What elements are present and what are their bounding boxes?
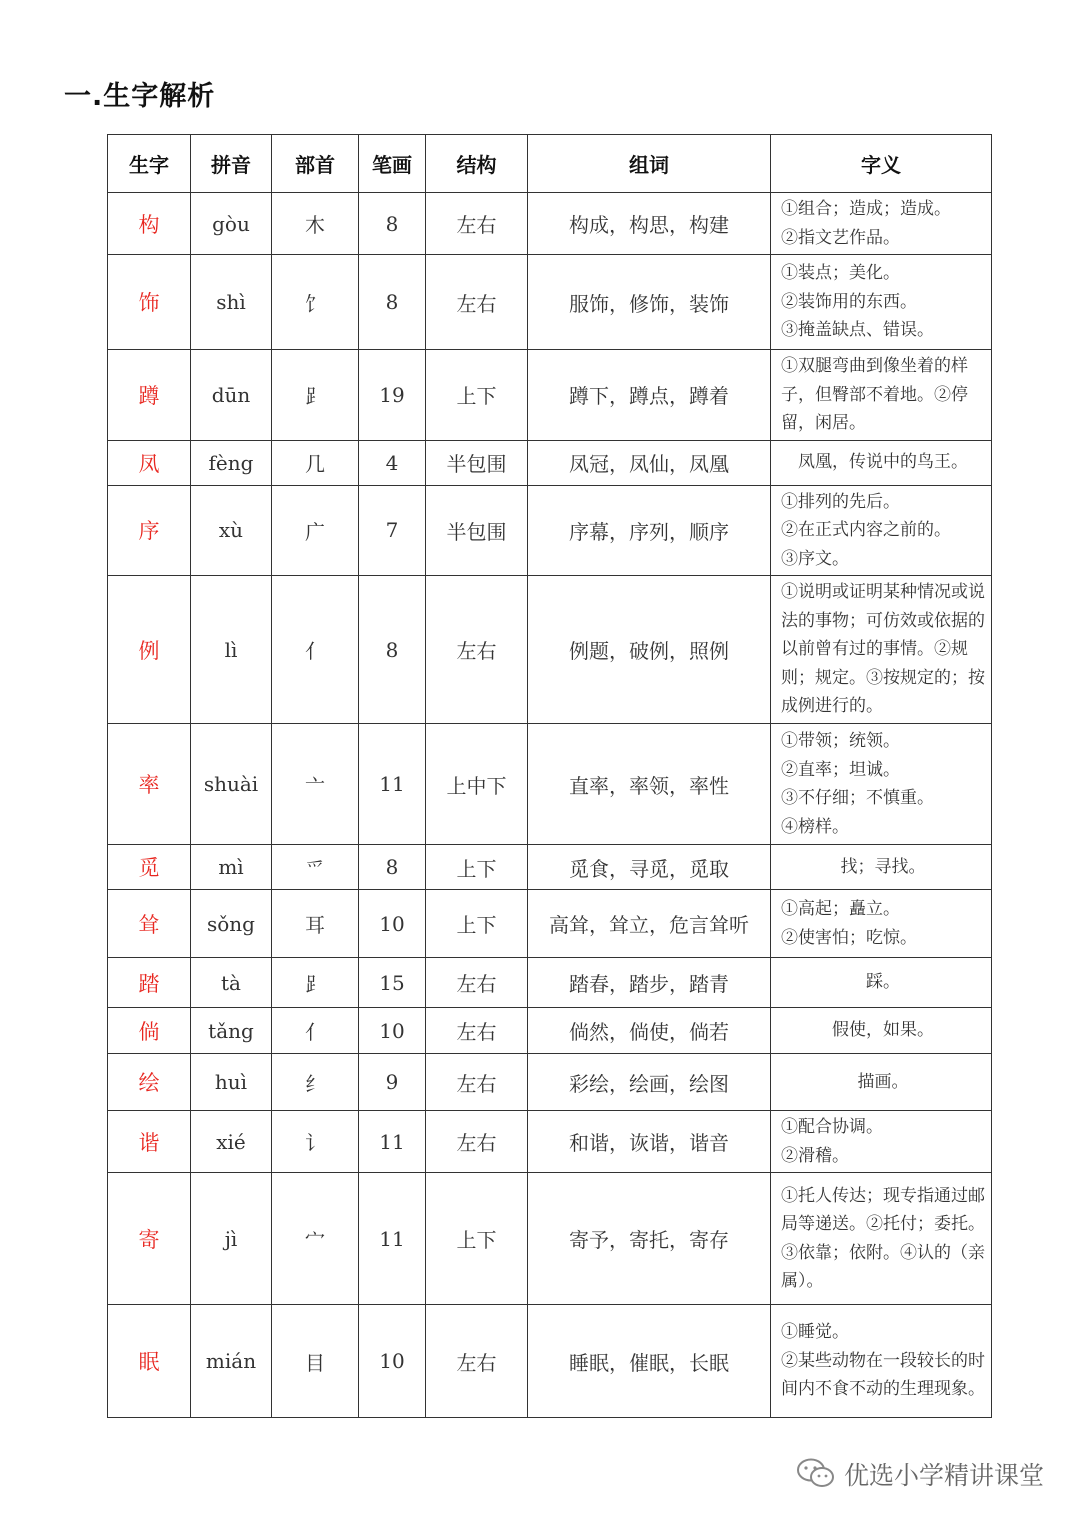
table-row: [108, 1008, 992, 1054]
header-strokes: 笔画: [359, 135, 426, 193]
cell-strokes: 10: [359, 890, 426, 958]
header-words: 组词: [528, 135, 771, 193]
cell-char: 谐: [108, 1111, 191, 1173]
cell-meaning: ①配合协调。 ②滑稽。: [771, 1111, 992, 1173]
table-row: [108, 958, 992, 1008]
cell-pinyin: xié: [191, 1111, 272, 1173]
cell-words: 高耸，耸立，危言耸听: [528, 890, 771, 958]
cell-radical: 广: [272, 485, 359, 576]
cell-words: 例题，破例，照例: [528, 576, 771, 724]
cell-strokes: 11: [359, 1111, 426, 1173]
cell-char: 凤: [108, 440, 191, 485]
table-row: [108, 1111, 992, 1173]
cell-char: 寄: [108, 1173, 191, 1305]
cell-structure: 上下: [426, 1173, 528, 1305]
cell-structure: 半包围: [426, 485, 528, 576]
cell-structure: 左右: [426, 1111, 528, 1173]
cell-radical: 几: [272, 440, 359, 485]
cell-radical: 亻: [272, 576, 359, 724]
cell-structure: 左右: [426, 193, 528, 255]
table-row: [108, 440, 992, 485]
cell-strokes: 9: [359, 1054, 426, 1111]
cell-radical: 亻: [272, 1008, 359, 1054]
cell-radical: 亠: [272, 724, 359, 845]
table-row: [108, 576, 992, 724]
table-header-row: [108, 135, 992, 193]
cell-structure: 左右: [426, 1054, 528, 1111]
cell-pinyin: jì: [191, 1173, 272, 1305]
cell-radical: 纟: [272, 1054, 359, 1111]
cell-pinyin: sǒng: [191, 890, 272, 958]
header-meaning: 字义: [771, 135, 992, 193]
table-row: [108, 845, 992, 890]
cell-structure: 上中下: [426, 724, 528, 845]
header-pinyin: 拼音: [191, 135, 272, 193]
cell-strokes: 10: [359, 1008, 426, 1054]
cell-pinyin: mián: [191, 1305, 272, 1418]
cell-words: 彩绘，绘画，绘图: [528, 1054, 771, 1111]
cell-radical: ⻊: [272, 958, 359, 1008]
character-table: [107, 134, 992, 1418]
cell-words: 凤冠，凤仙，凤凰: [528, 440, 771, 485]
cell-radical: 目: [272, 1305, 359, 1418]
cell-words: 踏春，踏步，踏青: [528, 958, 771, 1008]
cell-pinyin: shì: [191, 255, 272, 350]
cell-words: 睡眠，催眠，长眠: [528, 1305, 771, 1418]
header-radical: 部首: [272, 135, 359, 193]
cell-meaning: ①带领；统领。 ②直率；坦诚。 ③不仔细；不慎重。 ④榜样。: [771, 724, 992, 845]
cell-meaning: ①装点；美化。 ②装饰用的东西。 ③掩盖缺点、错误。: [771, 255, 992, 350]
cell-meaning: ①睡觉。 ②某些动物在一段较长的时间内不食不动的生理现象。: [771, 1305, 992, 1418]
wechat-icon: [796, 1457, 836, 1491]
cell-pinyin: tǎng: [191, 1008, 272, 1054]
cell-structure: 左右: [426, 576, 528, 724]
cell-char: 倘: [108, 1008, 191, 1054]
cell-char: 绘: [108, 1054, 191, 1111]
cell-meaning: 踩。: [771, 958, 992, 1008]
cell-meaning: 假使，如果。: [771, 1008, 992, 1054]
cell-meaning: 凤凰，传说中的鸟王。: [771, 440, 992, 485]
table-row: [108, 193, 992, 255]
cell-strokes: 8: [359, 193, 426, 255]
cell-words: 直率，率领，率性: [528, 724, 771, 845]
cell-meaning: ①高起；矗立。 ②使害怕；吃惊。: [771, 890, 992, 958]
cell-pinyin: gòu: [191, 193, 272, 255]
cell-pinyin: huì: [191, 1054, 272, 1111]
page-title: 一.生字解析: [64, 81, 216, 112]
cell-meaning: ①排列的先后。 ②在正式内容之前的。 ③序文。: [771, 485, 992, 576]
cell-meaning: 找；寻找。: [771, 845, 992, 890]
cell-radical: 宀: [272, 1173, 359, 1305]
table-row: [108, 255, 992, 350]
cell-structure: 左右: [426, 255, 528, 350]
cell-char: 耸: [108, 890, 191, 958]
cell-strokes: 8: [359, 845, 426, 890]
cell-structure: 左右: [426, 958, 528, 1008]
cell-words: 觅食，寻觅，觅取: [528, 845, 771, 890]
cell-char: 构: [108, 193, 191, 255]
cell-pinyin: shuài: [191, 724, 272, 845]
cell-meaning: ①说明或证明某种情况或说法的事物；可仿效或依据的以前曾有过的事情。②规则；规定。③按规定的；按成例进行的。: [771, 576, 992, 724]
cell-char: 饰: [108, 255, 191, 350]
footer-text: 优选小学精讲课堂: [843, 1461, 1044, 1490]
cell-char: 眠: [108, 1305, 191, 1418]
cell-strokes: 11: [359, 724, 426, 845]
cell-structure: 左右: [426, 1008, 528, 1054]
cell-strokes: 15: [359, 958, 426, 1008]
cell-radical: ⻊: [272, 350, 359, 441]
cell-char: 踏: [108, 958, 191, 1008]
cell-pinyin: tà: [191, 958, 272, 1008]
cell-pinyin: dūn: [191, 350, 272, 441]
cell-radical: 木: [272, 193, 359, 255]
cell-words: 服饰，修饰，装饰: [528, 255, 771, 350]
cell-strokes: 11: [359, 1173, 426, 1305]
cell-words: 和谐，诙谐，谐音: [528, 1111, 771, 1173]
cell-pinyin: fèng: [191, 440, 272, 485]
cell-structure: 上下: [426, 350, 528, 441]
cell-char: 序: [108, 485, 191, 576]
table-body: [108, 193, 992, 1418]
cell-meaning: ①托人传达；现专指通过邮局等递送。②托付；委托。③依靠；依附。④认的（亲属）。: [771, 1173, 992, 1305]
cell-structure: 左右: [426, 1305, 528, 1418]
cell-radical: 爫: [272, 845, 359, 890]
cell-structure: 上下: [426, 890, 528, 958]
table-row: [108, 724, 992, 845]
cell-char: 蹲: [108, 350, 191, 441]
cell-meaning: 描画。: [771, 1054, 992, 1111]
cell-words: 倘然，倘使，倘若: [528, 1008, 771, 1054]
cell-radical: 耳: [272, 890, 359, 958]
cell-strokes: 19: [359, 350, 426, 441]
header-char: 生字: [108, 135, 191, 193]
cell-words: 构成，构思，构建: [528, 193, 771, 255]
cell-pinyin: xù: [191, 485, 272, 576]
table-row: [108, 1305, 992, 1418]
cell-char: 例: [108, 576, 191, 724]
table-row: [108, 1173, 992, 1305]
table-row: [108, 1054, 992, 1111]
cell-meaning: ①双腿弯曲到像坐着的样子，但臀部不着地。②停留，闲居。: [771, 350, 992, 441]
cell-words: 序幕，序列，顺序: [528, 485, 771, 576]
table-row: [108, 485, 992, 576]
header-structure: 结构: [426, 135, 528, 193]
table-row: [108, 350, 992, 441]
cell-radical: 饣: [272, 255, 359, 350]
cell-strokes: 8: [359, 576, 426, 724]
footer-watermark: [796, 1456, 1044, 1492]
cell-pinyin: mì: [191, 845, 272, 890]
table-row: [108, 890, 992, 958]
cell-meaning: ①组合；造成；造成。 ②指文艺作品。: [771, 193, 992, 255]
cell-structure: 上下: [426, 845, 528, 890]
cell-pinyin: lì: [191, 576, 272, 724]
cell-radical: 讠: [272, 1111, 359, 1173]
cell-char: 率: [108, 724, 191, 845]
cell-strokes: 8: [359, 255, 426, 350]
cell-structure: 半包围: [426, 440, 528, 485]
cell-words: 蹲下，蹲点，蹲着: [528, 350, 771, 441]
cell-strokes: 7: [359, 485, 426, 576]
cell-char: 觅: [108, 845, 191, 890]
cell-words: 寄予，寄托，寄存: [528, 1173, 771, 1305]
cell-strokes: 4: [359, 440, 426, 485]
cell-strokes: 10: [359, 1305, 426, 1418]
